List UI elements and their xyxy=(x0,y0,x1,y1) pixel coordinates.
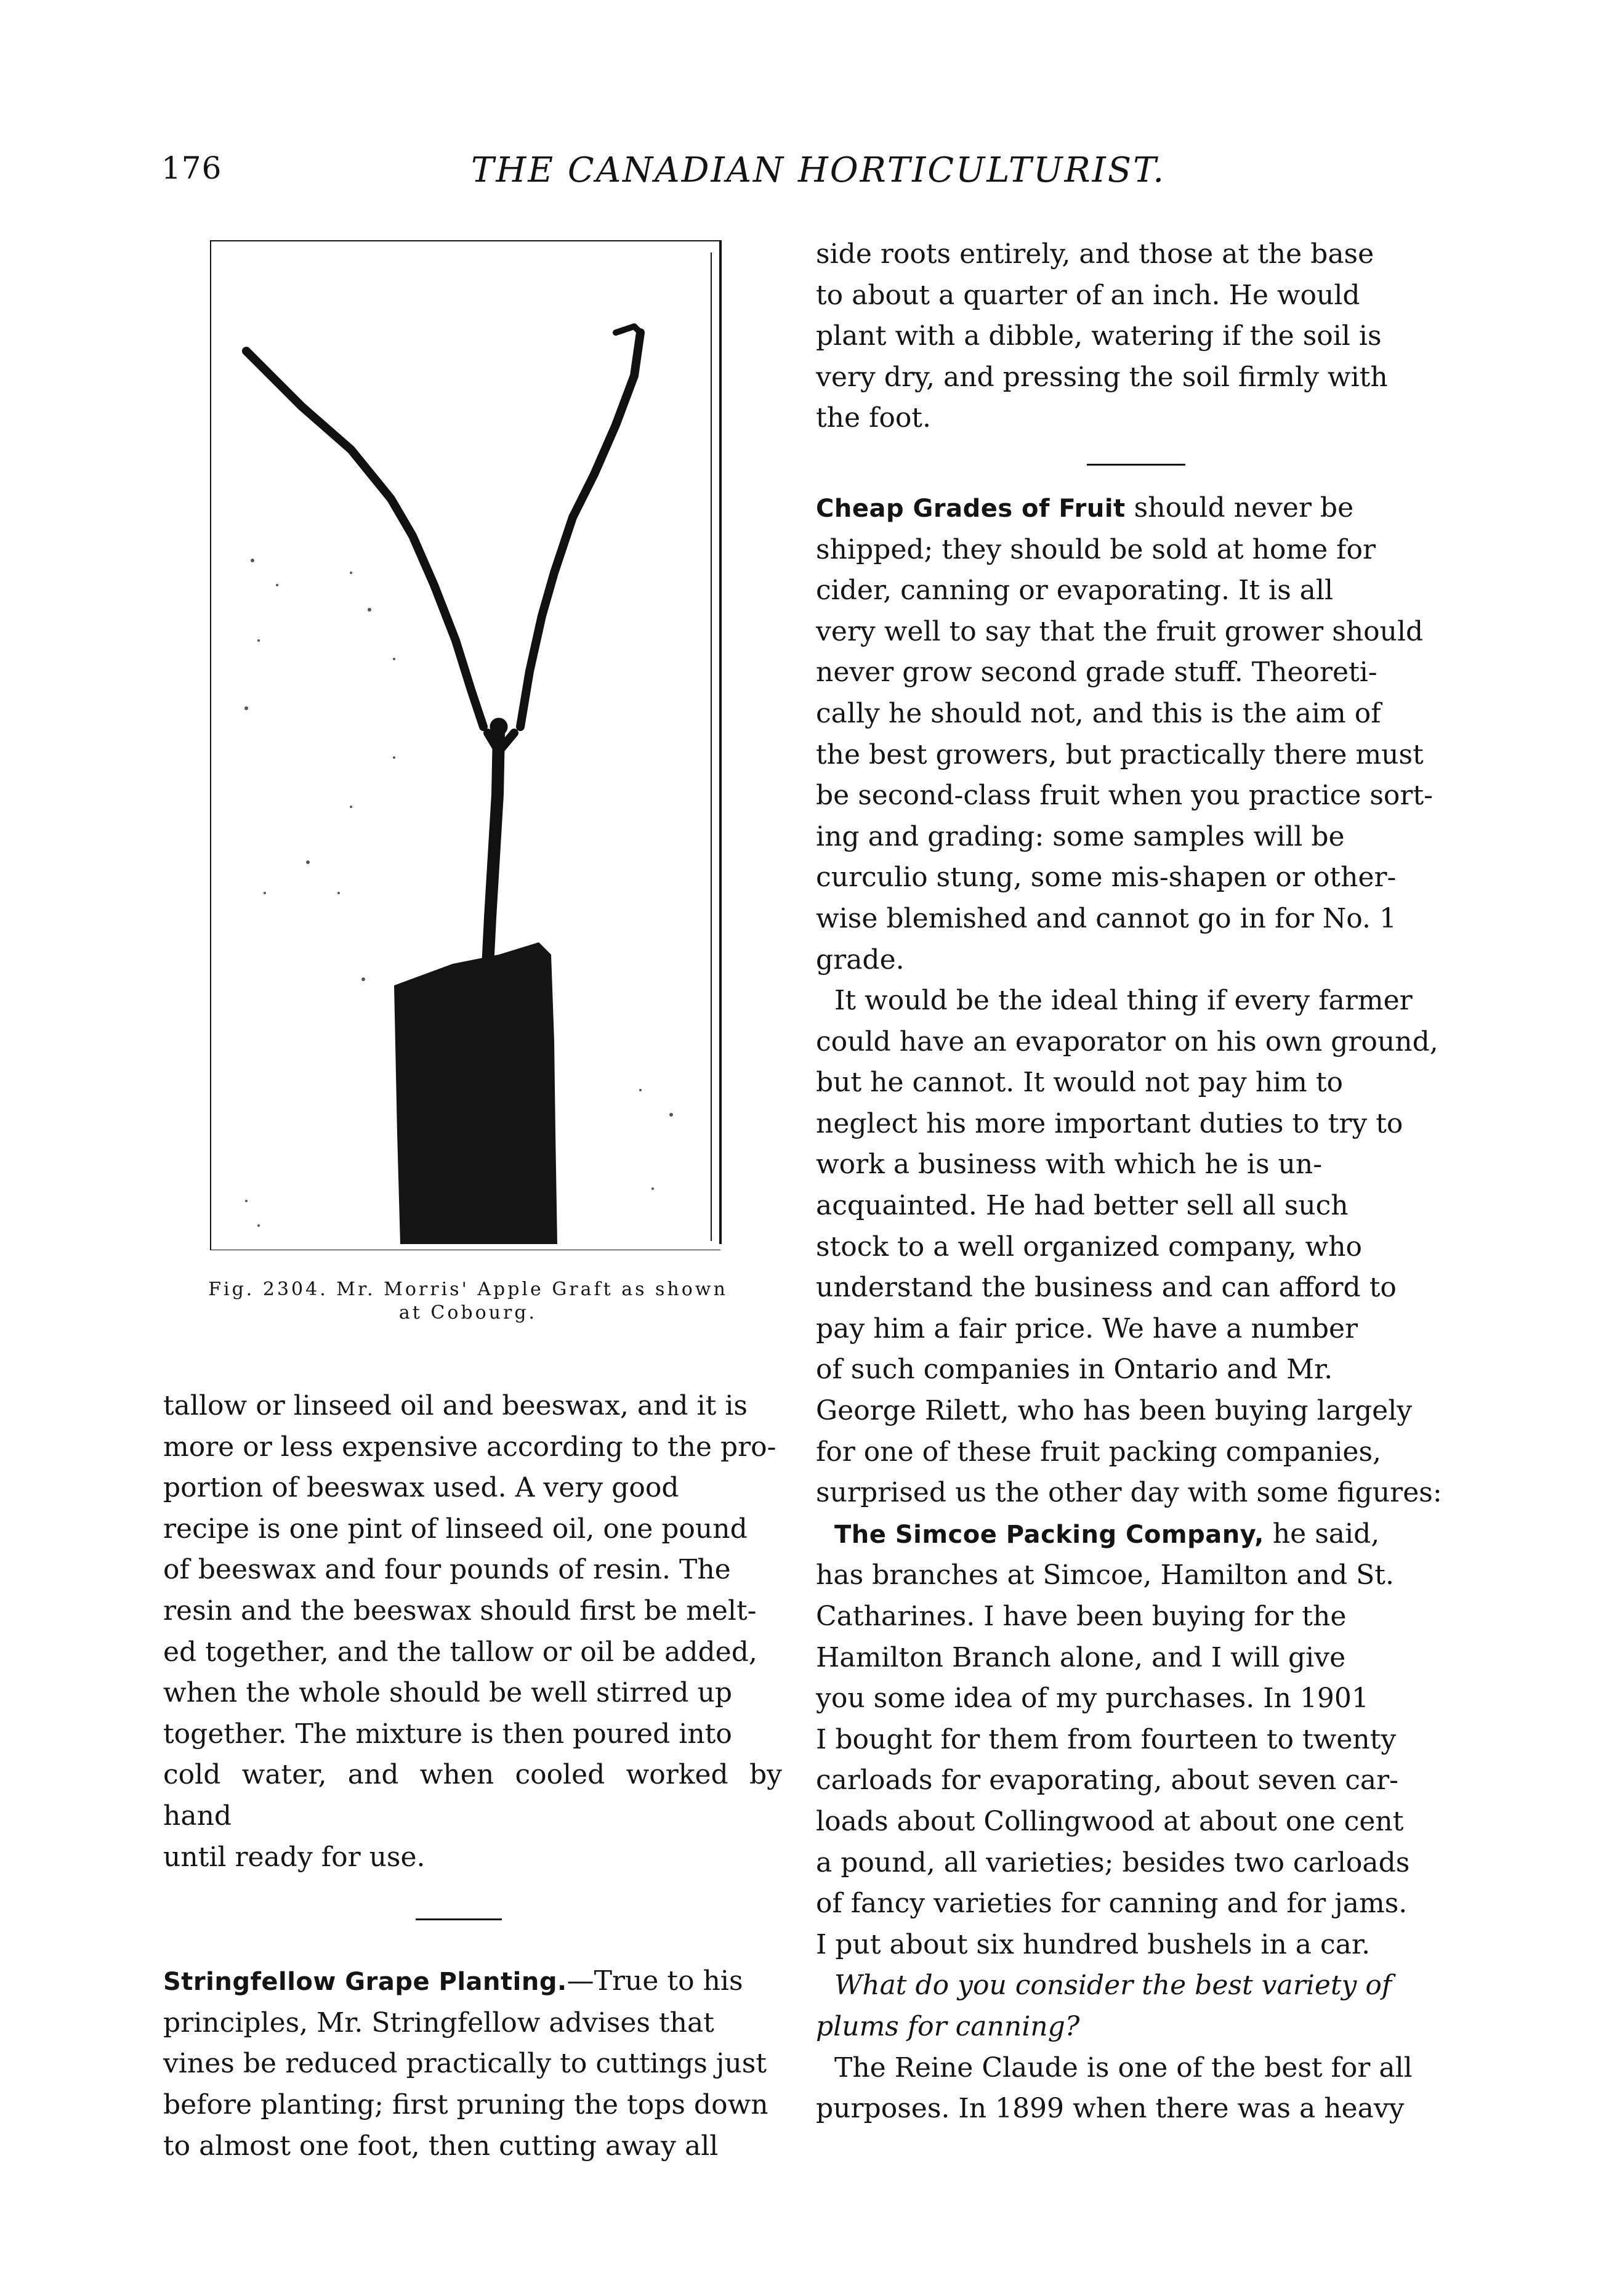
heading-stringfellow: Stringfellow Grape Planting. xyxy=(163,1968,567,1997)
running-head: THE CANADIAN HORTICULTURIST. xyxy=(471,150,1166,190)
figure-apple-graft xyxy=(209,240,722,1250)
figure-caption xyxy=(160,1278,776,1325)
caption-line-2: at Cobourg. xyxy=(398,1302,538,1324)
paragraph-simcoe xyxy=(816,1514,1459,1966)
caption-line-1: Fig. 2304. Mr. Morris' Apple Graft as shown xyxy=(208,1279,728,1300)
paragraph-stringfellow xyxy=(163,1961,782,2167)
text-cheap-grades: should never be shipped; they should be sold at home for cider, canning or evaporating. It is all very well to say that the fruit grower should never grow second grade stuff. Theoreti- cally he should not, and this is the aim of the best growers, but practically there must be second-class fruit when you practice sort- ing and grading: some samples will be curculio stung, some mis-shapen or other- wise blemished and cannot go in for No. 1 grade. xyxy=(816,491,1433,976)
text-simcoe: he said, has branches at Simcoe, Hamilton and St. Catharines. I have been buying for the Hamilton Branch alone, and I will give you some idea of my purchases. In 1901 I bought for them from fourteen to twenty carloads for evaporating, about seven car- loads about Collingwood at about one cent a pound, all varieties; besides two carloads of fancy varieties for canning and for jams. I put about six hundred bushels in a car. xyxy=(816,1518,1410,1960)
paragraph-reine-claude: The Reine Claude is one of the best for all purposes. In 1899 when there was a heavy xyxy=(816,2051,1413,2125)
paragraph-side-roots: side roots entirely, and those at the base to about a quarter of an inch. He would plant with a dibble, watering if the soil is very dry, and pressing the soil firmly with the foot. xyxy=(816,238,1388,434)
right-column xyxy=(816,234,1459,2130)
graft-scion xyxy=(246,326,640,967)
paragraph-tallow-recipe: tallow or linseed oil and beeswax, and it is more or less expensive according to the pro- portion of beeswax used. A very good recipe is one pint of linseed oil, one pound of beeswax and four pounds of resin. The resin and the beeswax should first be melt- ed together, and the tallow or oil be added, when the whole should be well stirred up together. The mixture is then poured into cold water, and when cooled worked by hand until ready for use. xyxy=(163,1390,782,1873)
section-divider xyxy=(1087,464,1185,466)
left-column xyxy=(163,1386,782,2167)
question-best-plums: What do you consider the best variety of plums for canning? xyxy=(816,1970,1392,2042)
heading-cheap-grades: Cheap Grades of Fruit xyxy=(816,494,1126,523)
heading-simcoe: The Simcoe Packing Company, xyxy=(834,1520,1264,1549)
section-divider xyxy=(416,1918,502,1920)
graft-stock xyxy=(394,942,557,1244)
paragraph-cheap-grades xyxy=(816,488,1459,980)
text-stringfellow: —True to his principles, Mr. Stringfellow advises that vines be reduced practically to cuttings just before planting; first pruning the tops down to almost one foot, then cutting away all xyxy=(163,1965,768,2162)
page-number: 176 xyxy=(161,150,222,186)
paragraph-evaporator: It would be the ideal thing if every farmer could have an evaporator on his own ground, but he cannot. It would not pay him to neglect his more important duties to try to work a business with which he is un- acquainted. He had better sell all such stock to a well organized company, who understand the business and can afford to pay him a fair price. We have a number of such companies in Ontario and Mr. George Rilett, who has been buying largely for one of these fruit packing companies, surprised us the other day with some figures: xyxy=(816,985,1442,1509)
